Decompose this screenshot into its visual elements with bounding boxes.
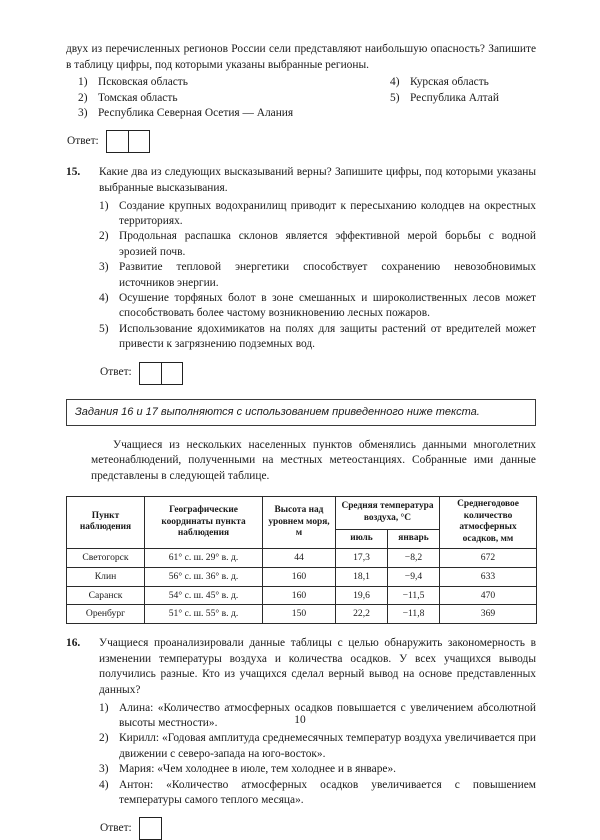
q16-stem: Учащиеся проанализировали данные таблицы с целью обнаружить закономерность в изменении температуры воздуха и количества осадков. У всех учащихся выводы получились разные. Кто из учащихся сделал верный вывод на основе представленных данных? xyxy=(99,637,536,696)
cell-punkt: Клин xyxy=(67,567,145,586)
cell-precip: 369 xyxy=(440,605,537,624)
option-marker: 4) xyxy=(390,76,400,89)
cell-precip: 470 xyxy=(440,586,537,605)
cell-july: 17,3 xyxy=(336,549,388,568)
option-text: Продольная распашка склонов является эффективной мерой борьбы с водной эрозией почв. xyxy=(119,230,536,258)
option-marker: 3) xyxy=(78,107,88,119)
q14-options-right-column xyxy=(390,75,570,106)
answer-cell[interactable] xyxy=(161,363,182,384)
q15-option-2[interactable] xyxy=(99,229,536,260)
answer-label: Ответ: xyxy=(67,135,99,148)
q16-body xyxy=(99,636,536,840)
q14-option-4[interactable] xyxy=(390,75,570,90)
q15-option-5[interactable] xyxy=(99,322,536,353)
cell-coords: 54° с. ш. 45° в. д. xyxy=(145,586,263,605)
table-header-row-1 xyxy=(67,496,537,529)
cell-precip: 672 xyxy=(440,549,537,568)
table-row xyxy=(67,549,537,568)
page-number: 10 xyxy=(294,714,306,726)
q14-answer-row xyxy=(67,130,536,153)
option-text: Осушение торфяных болот в зоне смешанных и широколиственных лесов может способствовать более частому возникновению лесных пожаров. xyxy=(119,292,536,320)
instruction-box: Задания 16 и 17 выполняются с использованием приведенного ниже текста. xyxy=(66,399,536,426)
q15-stem: Какие два из следующих высказываний верны? Запишите цифры, под которыми указаны выбранные высказывания. xyxy=(99,166,536,194)
cell-punkt: Светогорск xyxy=(67,549,145,568)
option-marker: 5) xyxy=(390,91,400,104)
question-15 xyxy=(66,165,536,384)
q16-option-3[interactable] xyxy=(99,762,536,777)
option-text: Мария: «Чем холоднее в июле, тем холоднее и в январе». xyxy=(119,763,397,776)
q15-option-1[interactable] xyxy=(99,199,536,230)
option-marker: 3) xyxy=(99,261,109,274)
option-marker: 1) xyxy=(99,199,109,212)
option-text: Республика Северная Осетия — Алания xyxy=(98,107,294,119)
q15-answer-row xyxy=(100,362,536,385)
cell-july: 19,6 xyxy=(336,586,388,605)
q14-option-3[interactable] xyxy=(78,106,378,121)
option-text: Курская область xyxy=(410,76,489,89)
answer-label: Ответ: xyxy=(100,822,132,835)
q14-option-2[interactable] xyxy=(78,91,378,106)
option-marker: 4) xyxy=(99,292,109,305)
cell-january: −8,2 xyxy=(388,549,440,568)
answer-cell[interactable] xyxy=(128,131,149,152)
q14-options-left-column xyxy=(78,75,378,121)
table-row xyxy=(67,605,537,624)
option-marker: 1) xyxy=(78,76,88,89)
option-text: Томская область xyxy=(98,91,178,104)
q15-options xyxy=(99,199,536,353)
q15-option-3[interactable] xyxy=(99,260,536,291)
cell-height: 150 xyxy=(263,605,336,624)
question-14 xyxy=(66,42,536,153)
answer-cell[interactable] xyxy=(107,131,128,152)
option-text: Антон: «Количество атмосферных осадков увеличивается с повышением температуры самого теплого месяца». xyxy=(119,778,536,807)
option-marker: 1) xyxy=(99,701,109,714)
option-text: Алина: «Количество атмосферных осадков повышается с увеличением абсолютной высоты местности». xyxy=(119,701,536,729)
q14-stem: двух из перечисленных регионов России сели представляют наибольшую опасность? Запишите в таблицу цифры, под которыми указаны выбранные регионы. xyxy=(66,43,536,71)
header-july: июль xyxy=(336,529,388,548)
table-body xyxy=(67,549,537,624)
q14-option-1[interactable] xyxy=(78,75,378,90)
q16-option-2[interactable] xyxy=(99,731,536,762)
option-text: Развитие тепловой энергетики способствует сохранению невозобновимых источников энергии. xyxy=(119,261,536,289)
q16-option-4[interactable] xyxy=(99,778,536,809)
question-16 xyxy=(66,636,536,840)
header-temperature-group: Средняя температура воздуха, °С xyxy=(336,496,440,529)
answer-label: Ответ: xyxy=(100,366,132,379)
option-text: Создание крупных водохранилищ приводит к пересыханию колодцев на окрестных территориях. xyxy=(119,199,536,227)
option-marker: 2) xyxy=(99,230,109,243)
cell-coords: 56° с. ш. 36° в. д. xyxy=(145,567,263,586)
q14-answer-boxes[interactable] xyxy=(106,130,150,153)
table-row xyxy=(67,567,537,586)
answer-cell[interactable] xyxy=(140,818,161,839)
header-coords: Географические координаты пункта наблюдения xyxy=(145,496,263,548)
cell-january: −11,5 xyxy=(388,586,440,605)
cell-punkt: Саранск xyxy=(67,586,145,605)
q15-answer-boxes[interactable] xyxy=(139,362,183,385)
option-marker: 2) xyxy=(99,732,109,745)
cell-precip: 633 xyxy=(440,567,537,586)
q15-number: 15. xyxy=(66,166,81,179)
table-header xyxy=(67,496,537,548)
table-row xyxy=(67,586,537,605)
q14-options xyxy=(78,75,536,121)
q15-body xyxy=(99,165,536,384)
cell-coords: 51° с. ш. 55° в. д. xyxy=(145,605,263,624)
cell-height: 44 xyxy=(263,549,336,568)
cell-july: 18,1 xyxy=(336,567,388,586)
q16-number: 16. xyxy=(66,637,81,650)
cell-punkt: Оренбург xyxy=(67,605,145,624)
option-text: Республика Алтай xyxy=(410,91,499,104)
q16-answer-row xyxy=(100,817,536,840)
header-height: Высота над уровнем моря, м xyxy=(263,496,336,548)
q14-option-5[interactable] xyxy=(390,91,570,106)
cell-height: 160 xyxy=(263,586,336,605)
cell-july: 22,2 xyxy=(336,605,388,624)
cell-coords: 61° с. ш. 29° в. д. xyxy=(145,549,263,568)
header-punkt: Пункт наблюдения xyxy=(67,496,145,548)
option-marker: 2) xyxy=(78,91,88,104)
answer-cell[interactable] xyxy=(140,363,161,384)
meteorological-data-table xyxy=(66,496,537,624)
option-marker: 5) xyxy=(99,322,109,335)
header-january: январь xyxy=(388,529,440,548)
header-precipitation: Среднегодовое количество атмосферных осадков, мм xyxy=(440,496,537,548)
q16-answer-boxes[interactable] xyxy=(139,817,162,840)
option-text: Использование ядохимикатов на полях для защиты растений от вредителей может привести к загрязнению подземных вод. xyxy=(119,322,536,351)
option-text: Псковская область xyxy=(98,76,188,89)
cell-january: −11,8 xyxy=(388,605,440,624)
intro-paragraph: Учащиеся из нескольких населенных пунктов обменялись данными многолетних метеонаблюдений, полученными на местных метеостанциях. Собранные ими данные представлены в следующей таблице. xyxy=(91,438,536,482)
option-marker: 3) xyxy=(99,763,109,776)
cell-january: −9,4 xyxy=(388,567,440,586)
option-text: Кирилл: «Годовая амплитуда среднемесячных температур воздуха увеличивается при движении с северо-запада на юго-восток». xyxy=(119,732,536,760)
option-marker: 4) xyxy=(99,778,109,791)
cell-height: 160 xyxy=(263,567,336,586)
q15-option-4[interactable] xyxy=(99,291,536,322)
